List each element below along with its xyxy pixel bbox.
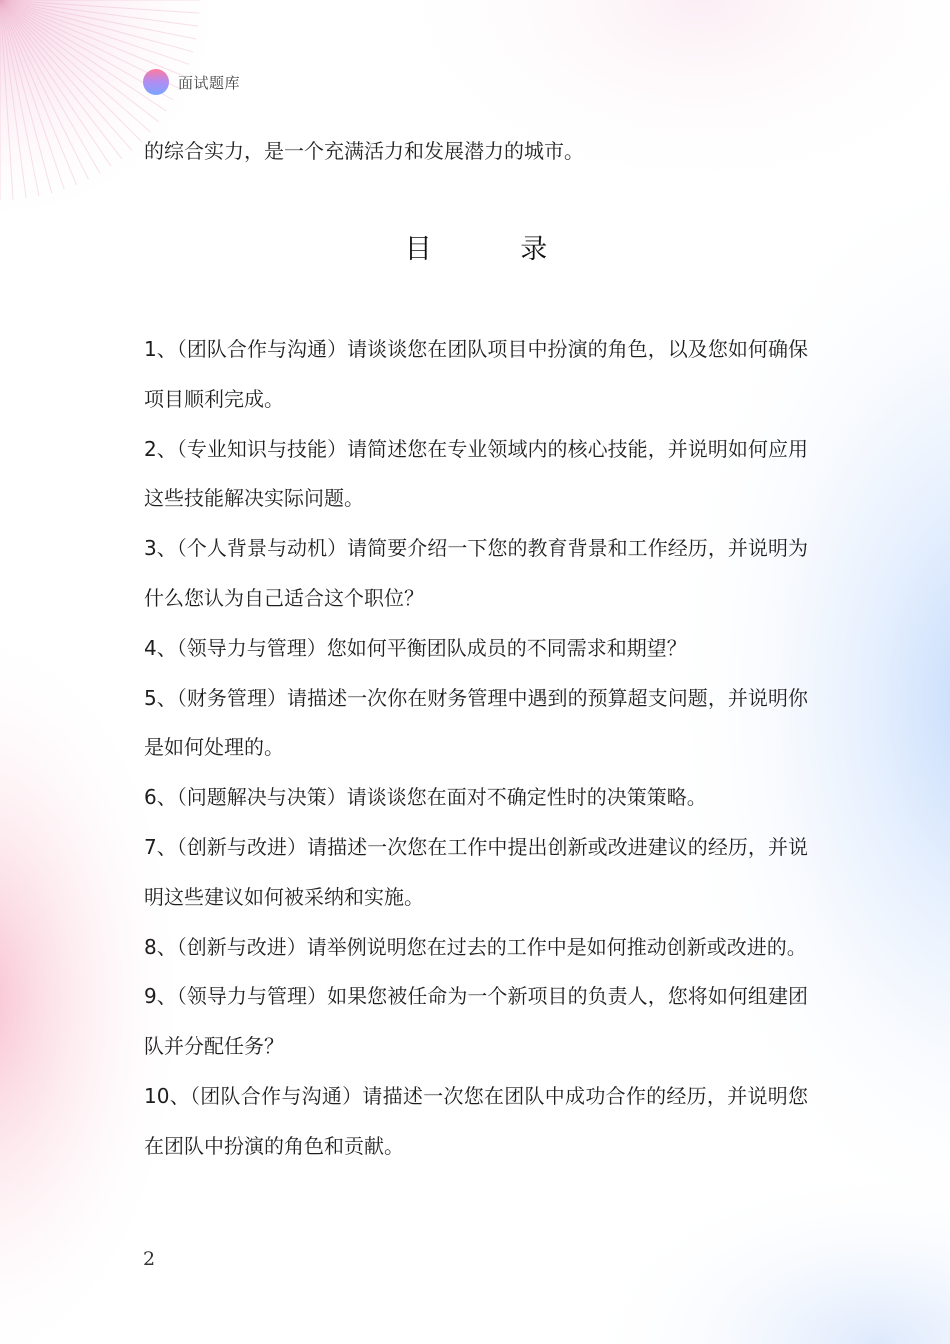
toc-item: 8、（创新与改进）请举例说明您在过去的工作中是如何推动创新或改进的。	[144, 934, 807, 959]
toc-item: 5、（财务管理）请描述一次你在财务管理中遇到的预算超支问题，并说明你是如何处理的。	[144, 685, 808, 760]
gradient-circle-logo-icon	[143, 69, 169, 95]
toc-item: 9、（领导力与管理）如果您被任命为一个新项目的负责人，您将如何组建团队并分配任务？	[144, 984, 808, 1059]
page-number: 2	[143, 1248, 156, 1270]
toc-item: 10、（团队合作与沟通）请描述一次您在团队中成功合作的经历，并说明您在团队中扮演的角色和贡献。	[144, 1083, 808, 1158]
header-title: 面试题库	[178, 73, 241, 92]
toc-title: 目 录	[404, 234, 588, 265]
toc-item: 1、（团队合作与沟通）请谈谈您在团队项目中扮演的角色，以及您如何确保项目顺利完成。	[144, 337, 808, 411]
toc-item: 4、（领导力与管理）您如何平衡团队成员的不同需求和期望？	[144, 635, 687, 660]
toc-list	[144, 325, 808, 1172]
toc-item: 3、（个人背景与动机）请简要介绍一下您的教育背景和工作经历，并说明为什么您认为自己适合这个职位？	[144, 536, 808, 610]
page-header	[143, 68, 240, 96]
toc-item: 2、（专业知识与技能）请简述您在专业领域内的核心技能，并说明如何应用这些技能解决实际问题。	[144, 436, 808, 511]
toc-item: 7、（创新与改进）请描述一次您在工作中提出创新或改进建议的经历，并说明这些建议如何被采纳和实施。	[144, 834, 808, 909]
toc-item: 6、（问题解决与决策）请谈谈您在面对不确定性时的决策策略。	[144, 785, 707, 810]
intro-paragraph: 的综合实力，是一个充满活力和发展潜力的城市。	[144, 139, 584, 163]
